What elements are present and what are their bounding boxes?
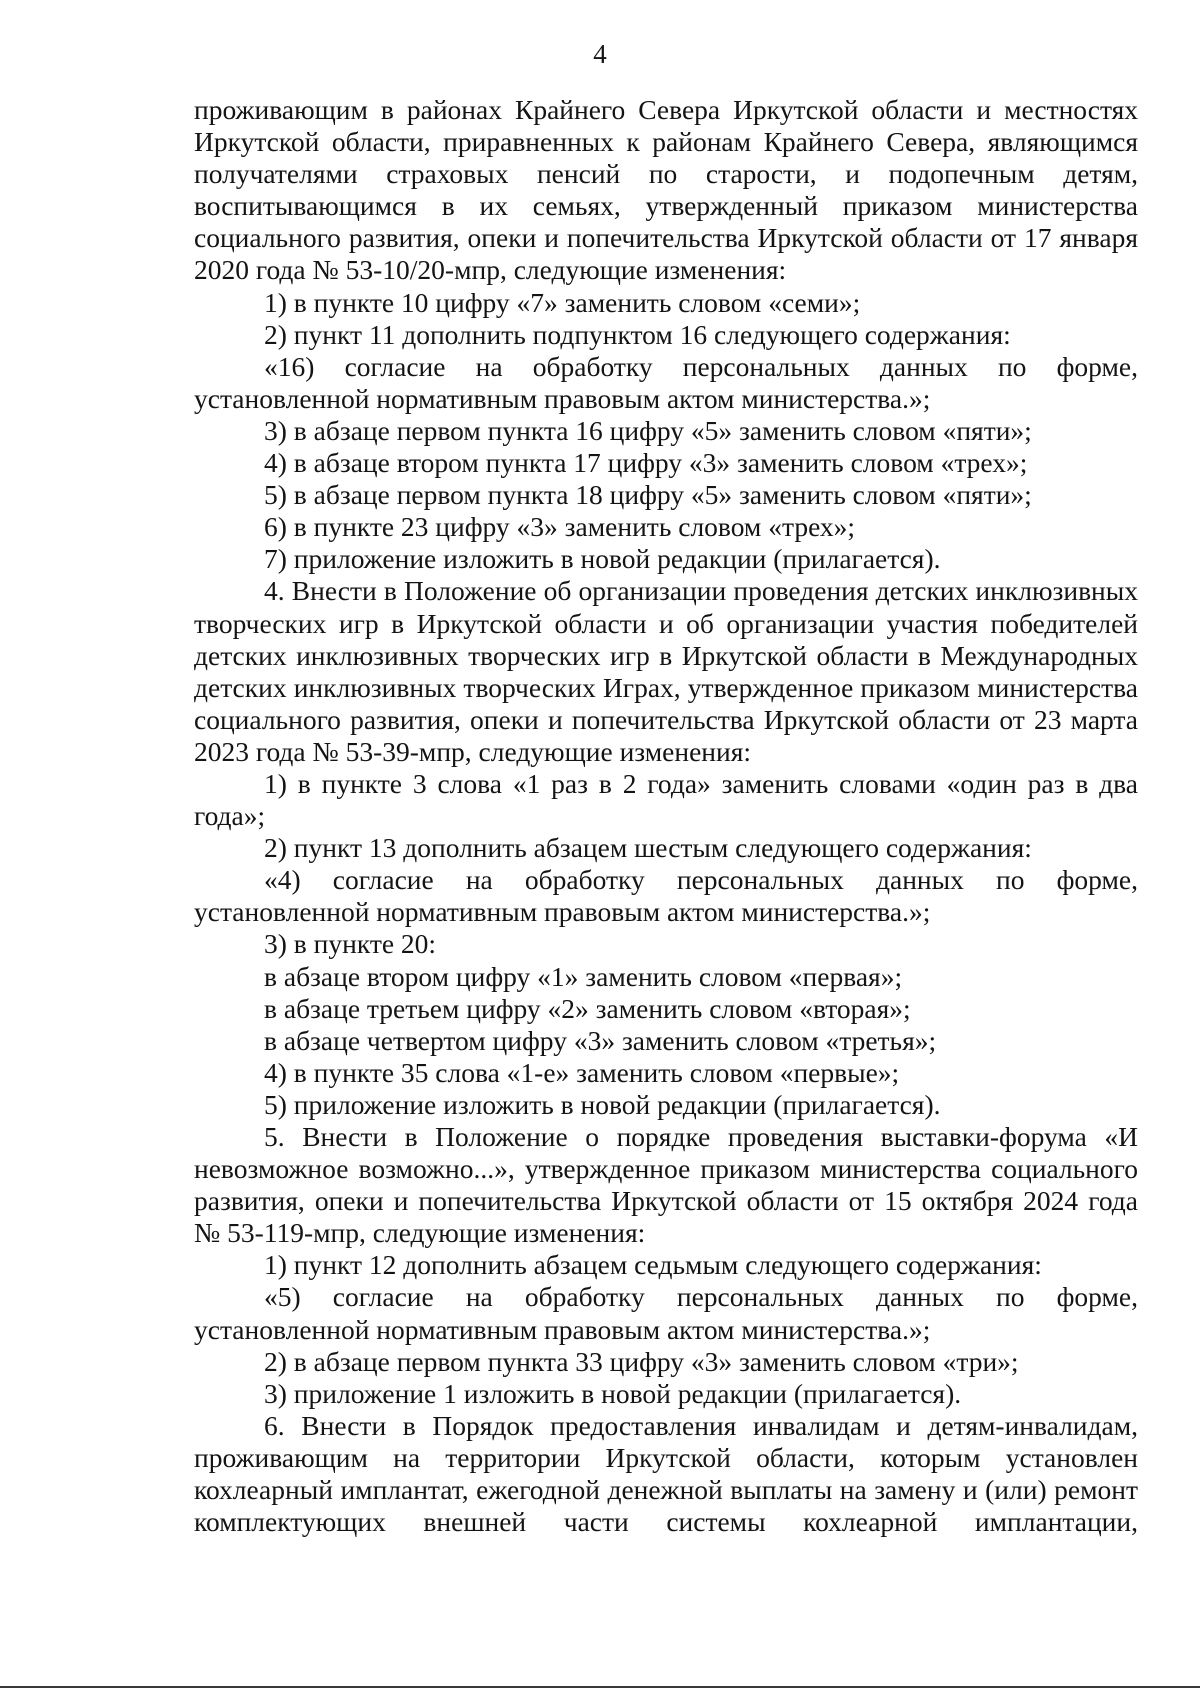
paragraph-item: 3) приложение 1 изложить в новой редакции (прилагается). (264, 1377, 962, 1409)
paragraph-item: 5) в абзаце первом пункта 18 цифру «5» заменить словом «пяти»; (264, 479, 1032, 511)
paragraph-item: 2) в абзаце первом пункта 33 цифру «3» заменить словом «три»; (264, 1345, 1019, 1377)
paragraph-item: 7) приложение изложить в новой редакции (прилагается). (264, 543, 941, 575)
paragraph-item: в абзаце четвертом цифру «3» заменить словом «третья»; (264, 1024, 937, 1056)
paragraph-item: 3) в пункте 20: (264, 928, 437, 960)
paragraph-item: 2) пункт 13 дополнить абзацем шестым следующего содержания: (264, 832, 1032, 864)
paragraph-item: 6) в пункте 23 цифру «3» заменить словом «трех»; (264, 511, 856, 543)
paragraph-item: 1) в пункте 3 слова «1 раз в 2 года» заменить словами «один раз в два года»; (194, 767, 1138, 832)
page-number: 4 (593, 39, 607, 69)
paragraph-item: 5) приложение изложить в новой редакции (прилагается). (264, 1088, 941, 1120)
paragraph-quote: «5) согласие на обработку персональных данных по форме, установленной нормативным правовым актом министерства.»; (194, 1281, 1138, 1345)
paragraph-item: 1) пункт 12 дополнить абзацем седьмым следующего содержания: (264, 1249, 1042, 1281)
paragraph-item: в абзаце третьем цифру «2» заменить словом «вторая»; (264, 992, 911, 1024)
paragraph-quote: «16) согласие на обработку персональных данных по форме, установленной нормативным правовым актом министерства.»; (194, 350, 1138, 414)
paragraph-section-6: 6. Внести в Порядок предоставления инвалидам и детям-инвалидам, проживающим на территории Иркутской области, которым установлен кохлеарный имплантат, ежегодной денежной выплаты на замену и (или) ремонт комплектующих внешней части системы кохлеарной имплантации, (194, 1409, 1138, 1538)
paragraph-item: 1) в пункте 10 цифру «7» заменить словом «семи»; (264, 286, 861, 318)
paragraph-item: 4) в пункте 35 слова «1-е» заменить словом «первые»; (264, 1056, 900, 1088)
paragraph-continuation: проживающим в районах Крайнего Севера Иркутской области и местностях Иркутской области, приравненных к районам Крайнего Севера, являющимся получателями страховых пенсий по старости, и подопечным детям, воспитывающимся в их семьях, утвержденный приказом министерства социального развития, опеки и попечительства Иркутской области от 17 января 2020 года № 53-10/20-мпр, следующие изменения: (194, 94, 1138, 286)
paragraph-item: 3) в абзаце первом пункта 16 цифру «5» заменить словом «пяти»; (264, 414, 1032, 446)
paragraph-item: 4) в абзаце втором пункта 17 цифру «3» заменить словом «трех»; (264, 447, 1028, 479)
paragraph-item: 2) пункт 11 дополнить подпунктом 16 следующего содержания: (264, 318, 1011, 350)
paragraph-item: в абзаце втором цифру «1» заменить словом «первая»; (264, 960, 903, 992)
paragraph-section-4: 4. Внести в Положение об организации проведения детских инклюзивных творческих игр в Иркутской области и об организации участия победителей детских инклюзивных творческих игр в Иркутской области в Международных детских инклюзивных творческих Играх, утвержденное приказом министерства социального развития, опеки и попечительства Иркутской области от 23 марта 2023 года № 53-39-мпр, следующие изменения: (194, 575, 1138, 767)
page-bottom-rule (0, 1686, 1200, 1688)
paragraph-quote: «4) согласие на обработку персональных данных по форме, установленной нормативным правовым актом министерства.»; (194, 864, 1138, 928)
document-body (194, 94, 1138, 1538)
paragraph-section-5: 5. Внести в Положение о порядке проведения выставки-форума «И невозможное возможно...», утвержденное приказом министерства социального развития, опеки и попечительства Иркутской области от 15 октября 2024 года № 53-119-мпр, следующие изменения: (194, 1121, 1138, 1249)
